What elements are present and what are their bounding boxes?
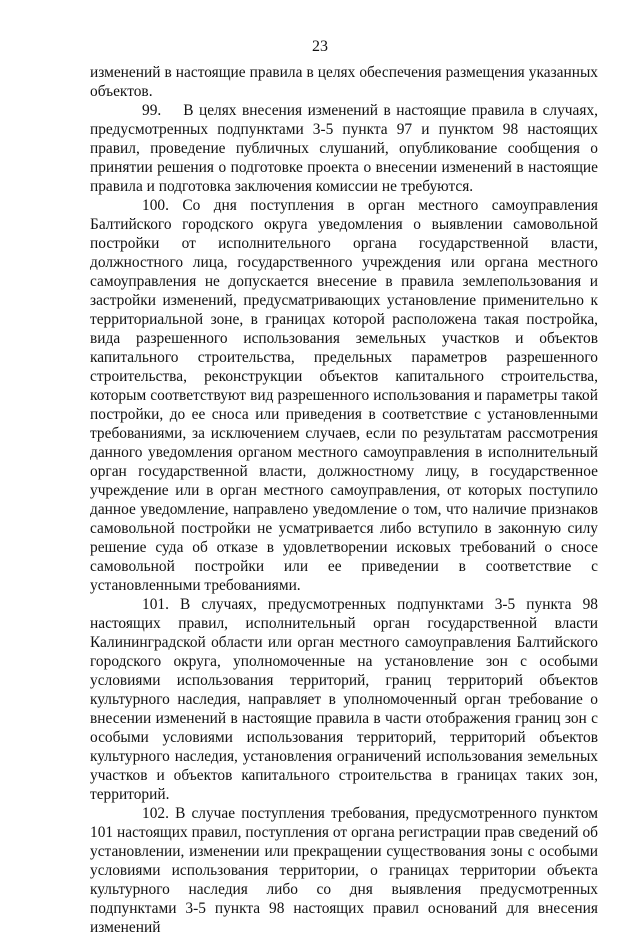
paragraph-101: 101. В случаях, предусмотренных подпунктами 3-5 пункта 98 настоящих правил, исполнительный орган государственной власти Калининградской области или орган местного самоуправления Балтийского городского округа, уполномоченные на установление зон с особыми условиями использования территорий, границ территорий объектов культурного наследия, направляет в уполномоченный орган требование о внесении изменений в настоящие правила в части отображения границ зон с особыми условиями использования территорий, территорий объектов культурного наследия, установления ограничений использования земельных участков и объектов капитального строительства в границах таких зон, территорий.	[90, 596, 598, 803]
paragraph-102: 102. В случае поступления требования, предусмотренного пунктом 101 настоящих правил, поступления от органа регистрации прав сведений об установлении, изменении или прекращении существования зоны с особыми условиями использования территории, о границах территории объекта культурного наследия либо со дня выявления предусмотренных подпунктами 3-5 пункта 98 настоящих правил оснований для внесения изменений	[90, 805, 598, 936]
paragraph-99: 99. В целях внесения изменений в настоящие правила в случаях, предусмотренных подпунктами 3-5 пункта 97 и пунктом 98 настоящих правил, проведение публичных слушаний, опубликование сообщения о принятии решения о подготовке проекта о внесении изменений в настоящие правила и подготовка заключения комиссии не требуются.	[90, 102, 598, 195]
page-number: 23	[312, 38, 328, 55]
document-body	[90, 63, 598, 937]
paragraph-continuation: изменений в настоящие правила в целях обеспечения размещения указанных объектов.	[90, 64, 598, 100]
paragraph-100: 100. Со дня поступления в орган местного самоуправления Балтийского городского округа уведомления о выявлении самовольной постройки от исполнительного органа государственной власти, должностного лица, государственного учреждения или органа местного самоуправления не допускается внесение в правила землепользования и застройки изменений, предусматривающих установление применительно к территориальной зоне, в границах которой расположена такая постройка, вида разрешенного использования земельных участков и объектов капитального строительства, предельных параметров разрешенного строительства, реконструкции объектов капитального строительства, которым соответствуют вид разрешенного использования и параметры такой постройки, до ее сноса или приведения в соответствие с установленными требованиями, за исключением случаев, если по результатам рассмотрения данного уведомления органом местного самоуправления в исполнительный орган государственной власти, должностному лицу, в государственное учреждение или в орган местного самоуправления, от которых поступило данное уведомление, направлено уведомление о том, что наличие признаков самовольной постройки не усматривается либо вступило в законную силу решение суда об отказе в удовлетворении исковых требований о сносе самовольной постройки или ее приведении в соответствие с установленными требованиями.	[90, 197, 598, 594]
